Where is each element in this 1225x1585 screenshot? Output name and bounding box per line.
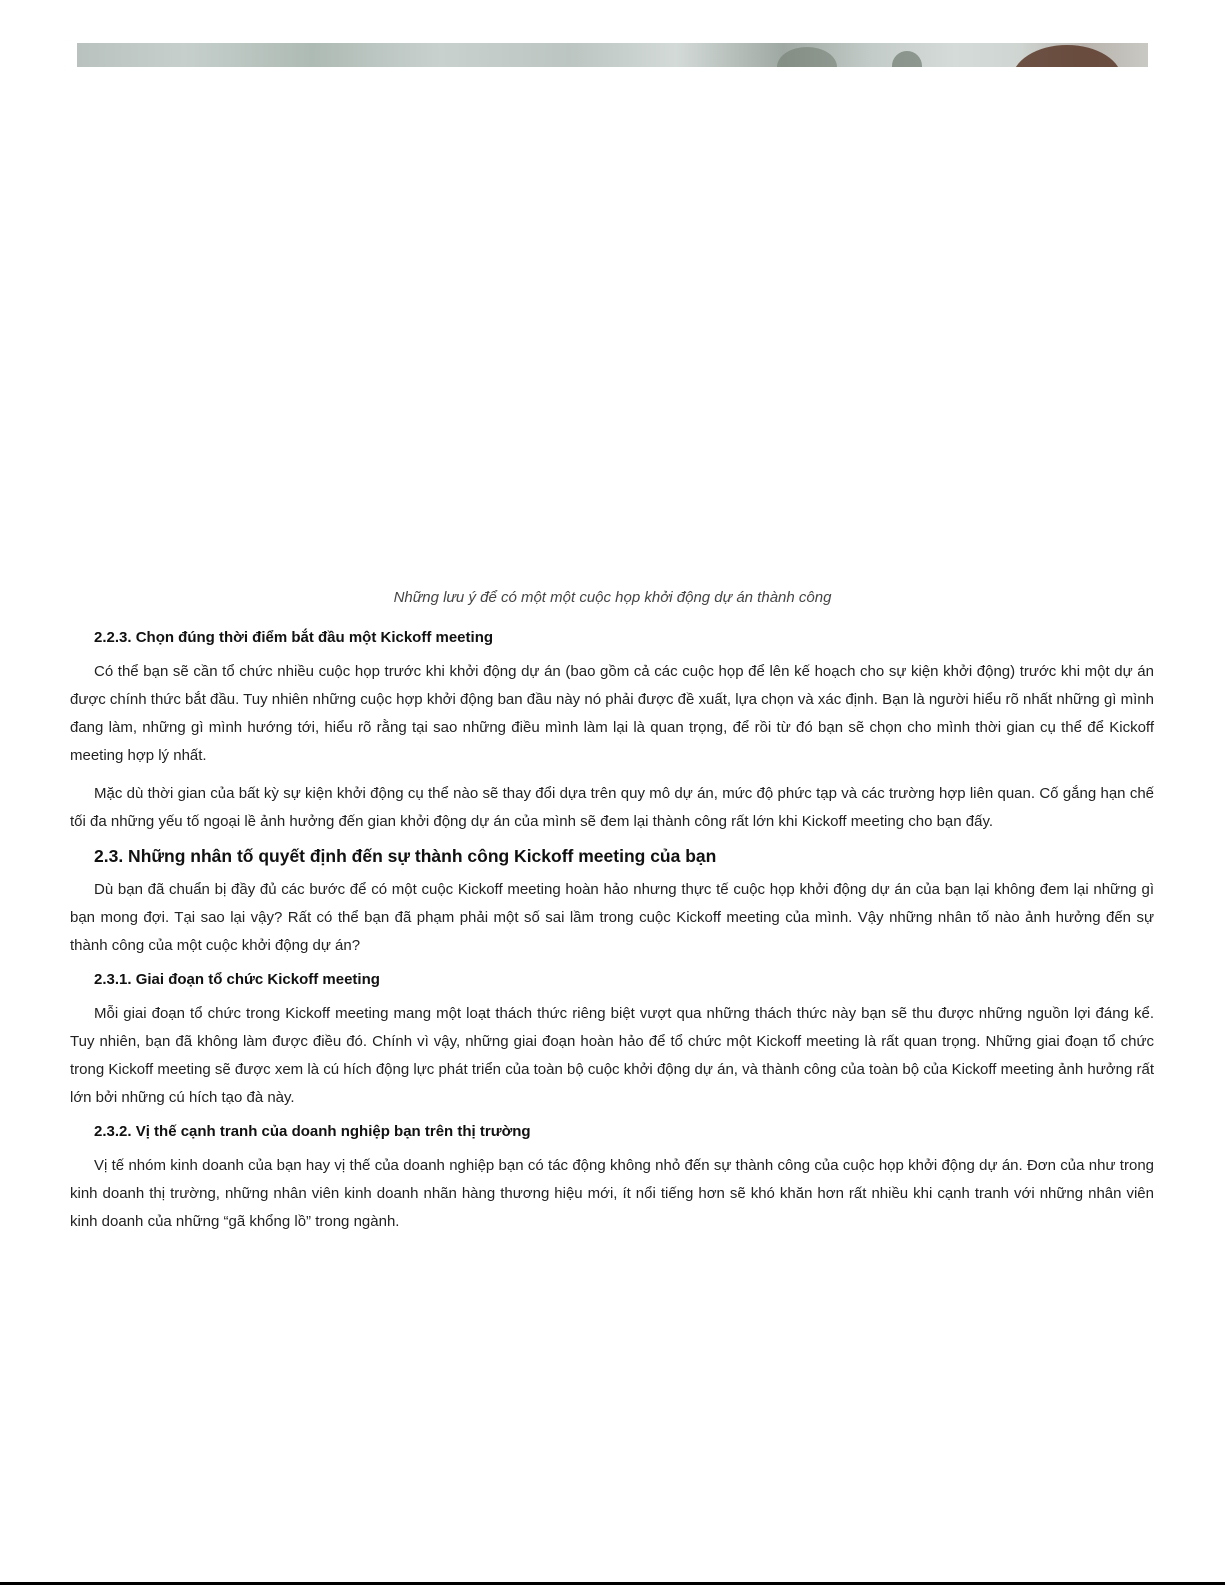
photo-image-strip — [77, 43, 1148, 67]
article-body — [70, 628, 1154, 1236]
photo-foliage-shape-2 — [892, 51, 922, 67]
section-2-2-3-paragraph-1: Có thể bạn sẽ cần tổ chức nhiều cuộc họp trước khi khởi động dự án (bao gồm cả các cuộc họp để lên kế hoạch cho sự kiện khởi động) trước khi một dự án được chính thức bắt đầu. Tuy nhiên những cuộc hợp khởi động ban đầu này nó phải được đề xuất, lựa chọn và xác định. Bạn là người hiểu rõ nhất những gì mình đang làm, những gì mình hướng tới, hiểu rõ rằng tại sao những điều mình làm lại là quan trọng, để rồi từ đó bạn sẽ chọn cho mình thời gian cụ thể để Kickoff meeting hợp lý nhất. — [70, 663, 1154, 764]
section-2-3-1-heading: 2.3.1. Giai đoạn tổ chức Kickoff meeting — [94, 971, 380, 988]
section-2-2-3-paragraph-2: Mặc dù thời gian của bất kỳ sự kiện khởi động cụ thể nào sẽ thay đổi dựa trên quy mô dự án, mức độ phức tạp và các trường hợp liên quan. Cố gắng hạn chế tối đa những yếu tố ngoại lề ảnh hưởng đến gian khởi động dự án của mình sẽ đem lại thành công rất lớn khi Kickoff meeting cho bạn đấy. — [70, 785, 1154, 830]
section-2-2-3-heading: 2.2.3. Chọn đúng thời điểm bắt đầu một Kickoff meeting — [94, 629, 494, 646]
photo-foliage-shape — [777, 47, 837, 67]
section-2-3-paragraph-1: Dù bạn đã chuẩn bị đầy đủ các bước để có một cuộc Kickoff meeting hoàn hảo nhưng thực tế cuộc họp khởi động dự án của bạn lại không đem lại những gì bạn mong đợi. Tại sao lại vậy? Rất có thể bạn đã phạm phải một số sai lầm trong cuộc Kickoff meeting của mình. Vậy những nhân tố nào ảnh hưởng đến sự thành công của một cuộc khởi động dự án? — [70, 881, 1154, 954]
photo-person-hair-shape — [1012, 45, 1122, 67]
section-2-3-2-heading: 2.3.2. Vị thế cạnh tranh của doanh nghiệp bạn trên thị trường — [94, 1123, 531, 1140]
section-2-3-1-paragraph-1: Mỗi giai đoạn tổ chức trong Kickoff meeting mang một loạt thách thức riêng biệt vượt qua những thách thức này bạn sẽ thu được những nguồn lợi đáng kể. Tuy nhiên, bạn đã không làm được điều đó. Chính vì vậy, những giai đoạn hoàn hảo để tổ chức một Kickoff meeting là rất quan trọng. Những giai đoạn tổ chức trong Kickoff meeting sẽ được xem là cú hích động lực phát triển của toàn bộ cuộc khởi động dự án, và thành công của toàn bộ của Kickoff meeting ảnh hưởng rất lớn bởi những cú hích tạo đà này. — [70, 1005, 1154, 1106]
section-2-3-2-paragraph-1: Vị tế nhóm kinh doanh của bạn hay vị thế của doanh nghiệp bạn có tác động không nhỏ đến sự thành công của cuộc họp khởi động dự án. Đơn của như trong kinh doanh thị trường, những nhân viên kinh doanh nhãn hàng thương hiệu mới, ít nổi tiếng hơn sẽ khó khăn hơn rất nhiều khi cạnh tranh với những nhân viên kinh doanh của những “gã khổng lồ” trong ngành. — [70, 1157, 1154, 1230]
section-2-3-heading: 2.3. Những nhân tố quyết định đến sự thành công Kickoff meeting của bạn — [94, 846, 717, 866]
figure-caption: Những lưu ý để có một một cuộc họp khởi động dự án thành công — [393, 589, 832, 606]
